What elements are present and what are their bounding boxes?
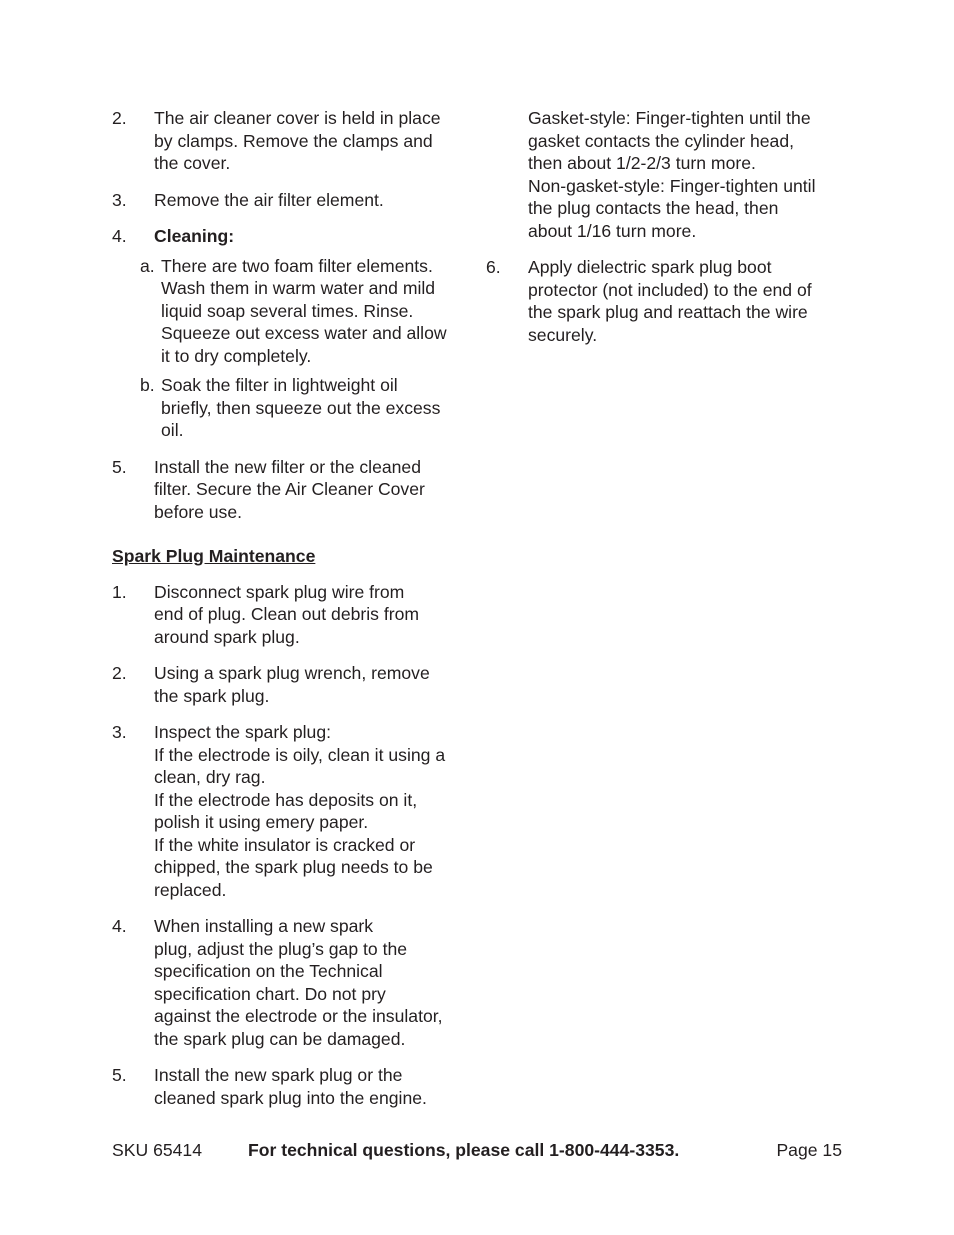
cleaning-substep-a <box>112 255 472 368</box>
step-text-line: specification chart. Do not pry <box>154 983 386 1004</box>
left-column <box>112 107 472 1123</box>
step-text-line: Install the new filter or the cleaned <box>154 456 421 477</box>
step-text-line: protector (not included) to the end of <box>528 279 812 300</box>
spark-plug-step-6 <box>486 256 846 346</box>
step-text-line: Install the new spark plug or the <box>154 1065 403 1085</box>
step-text-line: Using a spark plug wrench, remove <box>154 663 430 683</box>
step-number: 3. <box>112 189 127 210</box>
step-number: 5. <box>112 1065 127 1085</box>
step-text-line: about 1/16 turn more. <box>528 220 697 241</box>
step-number: 6. <box>486 257 501 277</box>
step-text-line: gasket contacts the cylinder head, <box>528 130 795 151</box>
step-number: 3. <box>112 722 127 742</box>
step-text-line: Inspect the spark plug: <box>154 722 332 742</box>
support-phone-text: For technical questions, please call 1-800-444-3353. <box>248 1140 680 1160</box>
air-cleaner-step-4 <box>112 225 472 248</box>
step-text-line: specification on the Technical <box>154 961 383 981</box>
step-text-line: end of plug. Clean out debris from <box>154 604 420 624</box>
step-number: 1. <box>112 581 127 602</box>
step-text-line: polish it using emery paper. <box>154 812 369 832</box>
step-number: 2. <box>112 663 127 683</box>
substep-label: b. <box>140 375 155 395</box>
step-text-line: against the electrode or the insulator, <box>154 1006 443 1026</box>
step-text-line: the spark plug. <box>154 685 270 706</box>
spark-plug-step-3 <box>112 721 472 901</box>
step-text-line: Disconnect spark plug wire from <box>154 581 405 602</box>
step-number: 2. <box>112 108 127 128</box>
substep-label: a. <box>140 255 155 276</box>
step-text-line: cleaned spark plug into the engine. <box>154 1087 427 1108</box>
substep-text-line: Soak the filter in lightweight oil <box>161 375 398 395</box>
spark-plug-step-5-continued <box>486 107 846 242</box>
substep-text-line: liquid soap several times. Rinse. <box>161 300 414 321</box>
step-text-line: The air cleaner cover is held in place <box>154 108 441 128</box>
substep-text-line: There are two foam filter elements. <box>161 255 433 276</box>
step-number: 4. <box>112 226 127 246</box>
cleaning-substep-b <box>112 374 472 442</box>
spark-plug-section-heading: Spark Plug Maintenance <box>112 546 316 566</box>
step-text-line: securely. <box>528 324 598 345</box>
air-cleaner-step-2 <box>112 107 472 175</box>
spark-plug-step-4 <box>112 915 472 1050</box>
step-text-line: around spark plug. <box>154 626 300 647</box>
step-text-line: chipped, the spark plug needs to be <box>154 857 433 877</box>
spark-plug-step-5 <box>112 1064 472 1109</box>
page-number: Page 15 <box>776 1140 842 1160</box>
step-text-line: the spark plug and reattach the wire <box>528 302 808 322</box>
step-text-line: before use. <box>154 501 243 522</box>
cleaning-heading: Cleaning: <box>154 226 235 246</box>
step-text-line: then about 1/2-2/3 turn more. <box>528 153 756 173</box>
step-text-line: When installing a new spark <box>154 916 374 936</box>
spark-plug-step-1 <box>112 581 472 649</box>
substep-text-line: briefly, then squeeze out the excess <box>161 397 441 418</box>
step-number: 4. <box>112 916 127 936</box>
step-text-line: by clamps. Remove the clamps and <box>154 130 433 151</box>
step-text-line: plug, adjust the plug’s gap to the <box>154 938 408 959</box>
step-text-line: clean, dry rag. <box>154 767 266 787</box>
page-footer <box>112 1139 842 1163</box>
step-text-line: filter. Secure the Air Cleaner Cover <box>154 479 425 499</box>
step-text-line: Remove the air filter element. <box>154 189 384 210</box>
step-text-line: the cover. <box>154 153 231 173</box>
substep-text-line: Wash them in warm water and mild <box>161 278 436 298</box>
substep-text-line: it to dry completely. <box>161 345 312 366</box>
step-text-line: If the electrode has deposits on it, <box>154 789 418 810</box>
spark-plug-step-2 <box>112 662 472 707</box>
air-cleaner-step-5 <box>112 456 472 524</box>
right-column <box>486 107 846 360</box>
step-text-line: Gasket-style: Finger-tighten until the <box>528 108 811 128</box>
step-text-line: Apply dielectric spark plug boot <box>528 257 772 277</box>
air-cleaner-step-3 <box>112 189 472 212</box>
step-text-line: replaced. <box>154 879 227 900</box>
substep-text-line: oil. <box>161 420 184 440</box>
substep-text-line: Squeeze out excess water and allow <box>161 323 447 343</box>
step-text-line: the plug contacts the head, then <box>528 198 779 218</box>
step-text-line: Non-gasket-style: Finger-tighten until <box>528 175 816 196</box>
step-number: 5. <box>112 456 127 477</box>
step-text-line: If the electrode is oily, clean it using a <box>154 744 446 765</box>
step-text-line: the spark plug can be damaged. <box>154 1028 406 1049</box>
step-text-line: If the white insulator is cracked or <box>154 834 416 855</box>
sku-label: SKU 65414 <box>112 1140 202 1160</box>
